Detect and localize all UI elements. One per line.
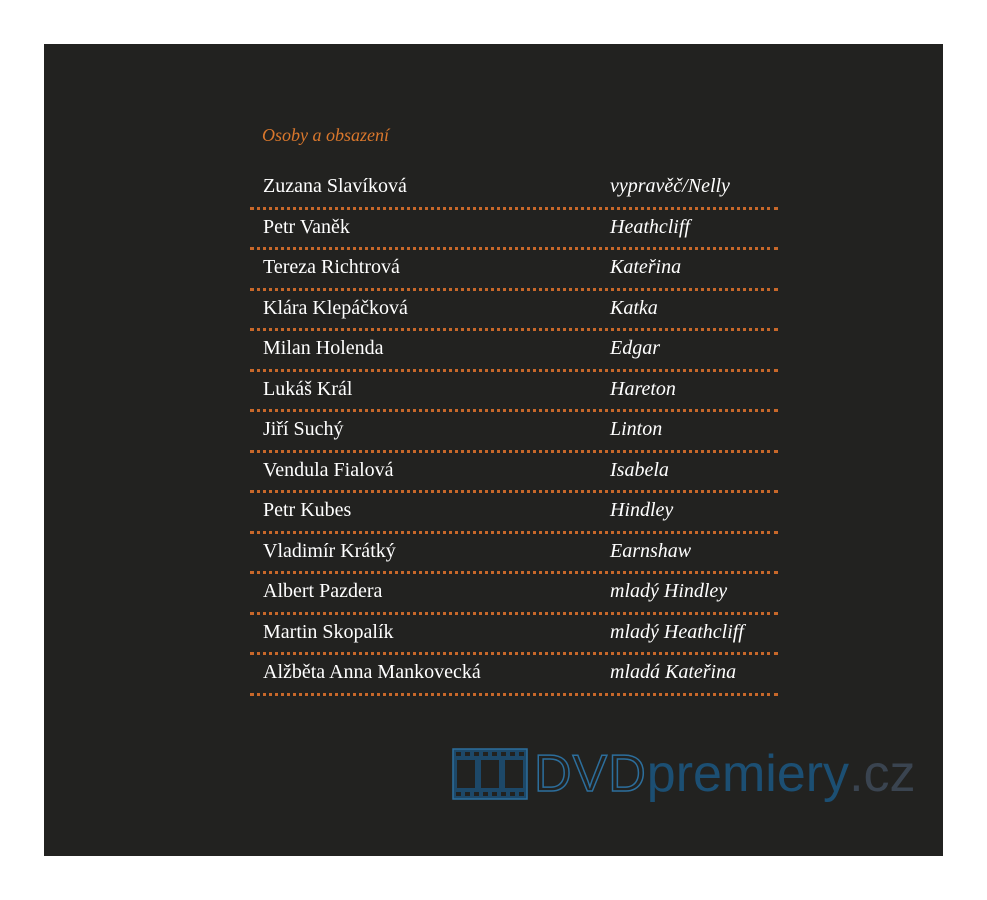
film-strip-icon xyxy=(452,748,528,800)
cast-heading: Osoby a obsazení xyxy=(262,125,389,145)
actor-name: Milan Holenda xyxy=(263,337,384,359)
actor-name: Zuzana Slavíková xyxy=(263,175,407,197)
role-name: Katka xyxy=(610,296,658,319)
role-name: vypravěč/Nelly xyxy=(610,175,730,197)
cast-row xyxy=(250,169,778,210)
role-name: Kateřina xyxy=(610,256,682,278)
dvdpremiery-watermark xyxy=(452,744,916,804)
cast-row xyxy=(250,615,778,656)
cast-row xyxy=(250,250,778,291)
role-name: Edgar xyxy=(610,337,660,359)
cast-row xyxy=(250,210,778,251)
cast-row xyxy=(250,453,778,494)
actor-name: Vendula Fialová xyxy=(263,458,394,481)
actor-name: Klára Klepáčková xyxy=(263,296,408,319)
role-name: Linton xyxy=(610,418,663,440)
role-name: Earnshaw xyxy=(610,539,692,562)
cast-row xyxy=(250,291,778,332)
actor-name: Martin Skopalík xyxy=(263,620,394,643)
cast-list xyxy=(250,169,778,696)
watermark-premiery: premiery xyxy=(646,745,850,803)
role-name: mladý Heathcliff xyxy=(610,620,744,643)
actor-name: Alžběta Anna Mankovecká xyxy=(263,661,481,683)
actor-name: Petr Vaněk xyxy=(263,215,350,238)
cast-row xyxy=(250,412,778,453)
role-name: mladá Kateřina xyxy=(610,661,737,683)
watermark-dvd: DVD xyxy=(534,745,647,803)
actor-name: Petr Kubes xyxy=(263,499,352,521)
cast-row xyxy=(250,493,778,534)
actor-name: Tereza Richtrová xyxy=(263,256,400,278)
role-name: Isabela xyxy=(610,458,669,481)
cast-row xyxy=(250,331,778,372)
actor-name: Jiří Suchý xyxy=(263,418,344,440)
cast-row xyxy=(250,534,778,575)
actor-name: Albert Pazdera xyxy=(263,580,383,602)
role-name: Heathcliff xyxy=(610,215,690,238)
role-name: Hareton xyxy=(610,377,676,400)
cast-row xyxy=(250,372,778,413)
cast-row xyxy=(250,655,778,696)
actor-name: Vladimír Krátký xyxy=(263,539,396,562)
role-name: Hindley xyxy=(610,499,674,521)
cast-row xyxy=(250,574,778,615)
actor-name: Lukáš Král xyxy=(263,377,353,400)
watermark-cz: .cz xyxy=(849,745,916,803)
role-name: mladý Hindley xyxy=(610,580,728,602)
